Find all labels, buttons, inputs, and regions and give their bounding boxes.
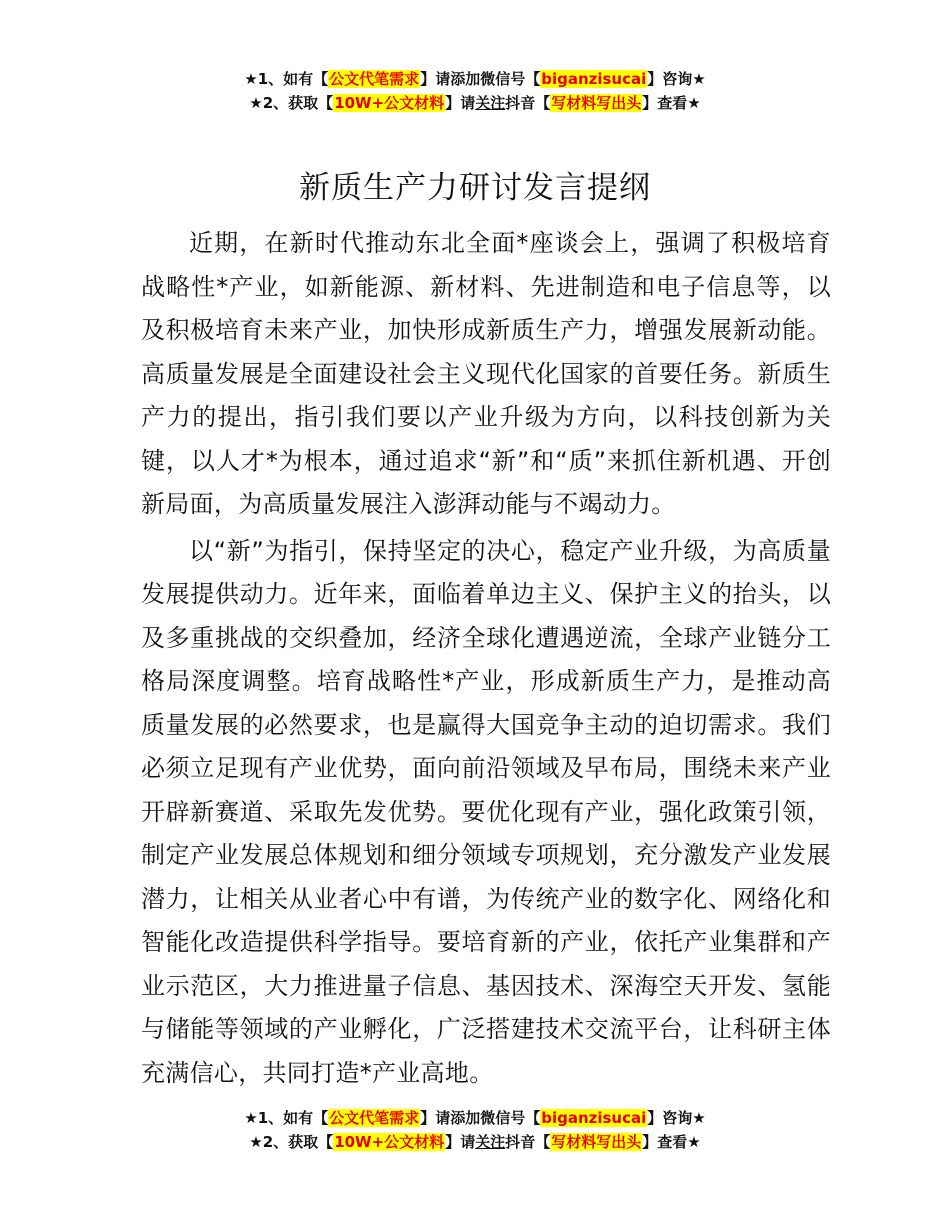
banner-text: ★2、获取【 — [249, 1133, 334, 1151]
highlight-douyin-account: 写材料写出头 — [551, 94, 642, 112]
banner-text: 】请 — [445, 1133, 476, 1151]
paragraph: 近期，在新时代推动东北全面*座谈会上，强调了积极培育战略性*产业，如新能源、新材料、先进制造和电子信息等，以及积极培育未来产业，加快形成新质生产力，增强发展新动能。高质量发展是全面建设社会主义现代化国家的首要任务。新质生产力的提出，指引我们要以产业升级为方向，以科技创新为关键，以人才*为根本，通过追求“新”和“质”来抓住新机遇、开创新局面，为高质量发展注入澎湃动能与不竭动力。 — [141, 229, 831, 518]
banner-text: ★2、获取【 — [249, 94, 334, 112]
footer-banner — [0, 1106, 950, 1154]
banner-line-2 — [0, 91, 950, 115]
banner-text: 抖音【 — [505, 94, 551, 112]
banner-line-2 — [0, 1130, 950, 1154]
banner-text: 】咨询★ — [647, 70, 706, 88]
highlight-wechat-id: biganzisucai — [541, 70, 647, 88]
header-banner — [0, 67, 950, 115]
banner-line-1 — [0, 1106, 950, 1130]
underlined-follow: 关注 — [475, 94, 506, 112]
highlight-materials: 10W+公文材料 — [334, 94, 445, 112]
banner-text: ★1、如有【 — [244, 1109, 329, 1127]
highlight-service: 公文代笔需求 — [329, 1109, 420, 1127]
document-body — [141, 222, 831, 1095]
paragraph: 以“新”为指引，保持坚定的决心，稳定产业升级，为高质量发展提供动力。近年来，面临着单边主义、保护主义的抬头，以及多重挑战的交织叠加，经济全球化遭遇逆流，全球产业链分工格局深度调整。培育战略性*产业，形成新质生产力，是推动高质量发展的必然要求，也是赢得大国竞争主动的迫切需求。我们必须立足现有产业优势，面向前沿领域及早布局，围绕未来产业开辟新赛道、采取先发优势。要优化现有产业，强化政策引领，制定产业发展总体规划和细分领域专项规划，充分激发产业发展潜力，让相关从业者心中有谱，为传统产业的数字化、网络化和智能化改造提供科学指导。要培育新的产业，依托产业集群和产业示范区，大力推进量子信息、基因技术、深海空天开发、氢能与储能等领域的产业孵化，广泛搭建技术交流平台，让科研主体充满信心，共同打造*产业高地。 — [141, 536, 831, 1087]
document-title: 新质生产力研讨发言提纲 — [299, 170, 651, 206]
banner-text: 】查看★ — [642, 94, 701, 112]
banner-line-1 — [0, 67, 950, 91]
banner-text: 】请添加微信号【 — [420, 1109, 541, 1127]
banner-text: ★1、如有【 — [244, 70, 329, 88]
banner-text: 】咨询★ — [647, 1109, 706, 1127]
banner-text: 】请添加微信号【 — [420, 70, 541, 88]
underlined-follow: 关注 — [475, 1133, 506, 1151]
highlight-materials: 10W+公文材料 — [334, 1133, 445, 1151]
highlight-douyin-account: 写材料写出头 — [551, 1133, 642, 1151]
banner-text: 抖音【 — [505, 1133, 551, 1151]
banner-text: 】请 — [445, 94, 476, 112]
banner-text: 】查看★ — [642, 1133, 701, 1151]
highlight-service: 公文代笔需求 — [329, 70, 420, 88]
highlight-wechat-id: biganzisucai — [541, 1109, 647, 1127]
